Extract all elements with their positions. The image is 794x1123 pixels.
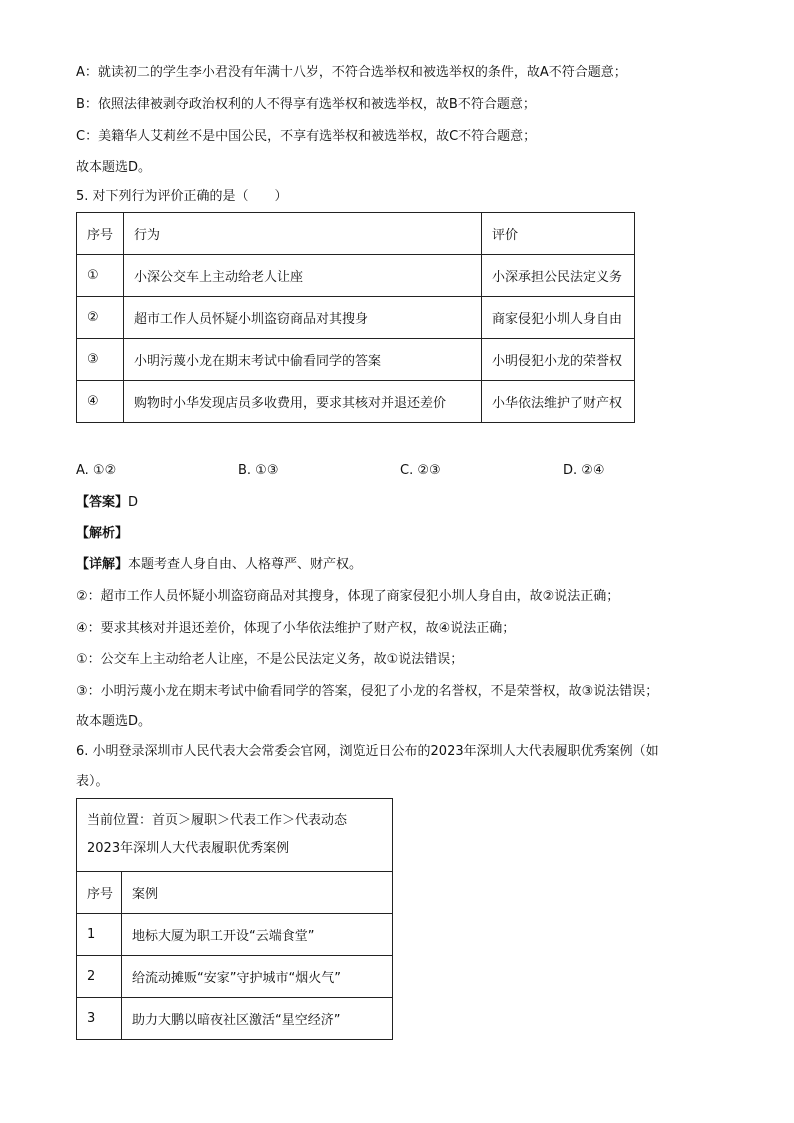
- table-title: 2023年深圳人大代表履职优秀案例: [87, 841, 290, 856]
- table-header-row: [77, 872, 393, 914]
- table-cell: ②: [77, 297, 124, 339]
- explanation-line: ③：小明污蔑小龙在期末考试中偷看同学的答案，侵犯了小龙的名誉权，不是荣誉权，故③说法错误；: [76, 684, 659, 699]
- table-header-row: [77, 213, 635, 255]
- table-caption-row: [77, 799, 393, 872]
- table-cell: 购物时小华发现店员多收费用，要求其核对并退还差价: [124, 381, 482, 423]
- answer-value: D: [128, 495, 139, 510]
- detail-line: [76, 556, 362, 574]
- option-a-explanation: A：就读初二的学生李小君没有年满十八岁，不符合选举权和被选举权的条件，故A不符合题意；: [76, 65, 627, 80]
- table-cell: 助力大鹏以暗夜社区激活“星空经济”: [122, 998, 393, 1040]
- table-row: [77, 339, 635, 381]
- option-c: C. ②③: [400, 463, 441, 478]
- table-cell: 小深公交车上主动给老人让座: [124, 255, 482, 297]
- explanation-line: ①：公交车上主动给老人让座，不是公民法定义务，故①说法错误；: [76, 652, 464, 667]
- analysis-label-text: 【解析】: [76, 526, 129, 541]
- table-cell: 给流动摊贩“安家”守护城市“烟火气”: [122, 956, 393, 998]
- header-cell: 评价: [482, 213, 635, 255]
- table-row: [77, 297, 635, 339]
- table-cell: 小明侵犯小龙的荣誉权: [482, 339, 635, 381]
- explanation-line: ②：超市工作人员怀疑小圳盗窃商品对其搜身，体现了商家侵犯小圳人身自由，故②说法正确；: [76, 589, 620, 604]
- table-cell: 小华依法维护了财产权: [482, 381, 635, 423]
- option-d: D. ②④: [563, 463, 605, 478]
- breadcrumb: 当前位置：首页＞履职＞代表工作＞代表动态: [87, 813, 348, 828]
- table-cell: ④: [77, 381, 124, 423]
- header-cell: 序号: [77, 213, 124, 255]
- table-cell: 地标大厦为职工开设“云端食堂”: [122, 914, 393, 956]
- header-cell: 案例: [122, 872, 393, 914]
- table-cell: 小明污蔑小龙在期末考试中偷看同学的答案: [124, 339, 482, 381]
- table-cell: 商家侵犯小圳人身自由: [482, 297, 635, 339]
- option-a: A. ①②: [76, 463, 117, 478]
- analysis-label: [76, 525, 128, 543]
- table-row: [77, 914, 393, 956]
- answer-line: [76, 494, 138, 512]
- table-cell: 小深承担公民法定义务: [482, 255, 635, 297]
- question-6-stem-cont: 表）。: [76, 774, 109, 789]
- answer-label: 【答案】: [76, 495, 129, 510]
- option-b: B. ①③: [238, 463, 279, 478]
- detail-label: 【详解】: [76, 557, 129, 572]
- question-6-table: [76, 798, 393, 1040]
- conclusion-line: 故本题选D。: [76, 714, 152, 729]
- table-cell: 1: [77, 914, 122, 956]
- header-cell: 序号: [77, 872, 122, 914]
- table-row: [77, 255, 635, 297]
- table-row: [77, 998, 393, 1040]
- question-5-stem: 5. 对下列行为评价正确的是（ ）: [76, 189, 288, 204]
- table-row: [77, 381, 635, 423]
- detail-text: 本题考查人身自由、人格尊严、财产权。: [128, 557, 363, 572]
- conclusion-line: 故本题选D。: [76, 160, 152, 175]
- header-cell: 行为: [124, 213, 482, 255]
- option-b-explanation: B：依照法律被剥夺政治权利的人不得享有选举权和被选举权，故B不符合题意；: [76, 97, 536, 112]
- table-row: [77, 956, 393, 998]
- table-caption: [77, 799, 393, 872]
- option-c-explanation: C：美籍华人艾莉丝不是中国公民，不享有选举权和被选举权，故C不符合题意；: [76, 129, 537, 144]
- explanation-line: ④：要求其核对并退还差价，体现了小华依法维护了财产权，故④说法正确；: [76, 621, 516, 636]
- question-6-stem: 6. 小明登录深圳市人民代表大会常委会官网，浏览近日公布的2023年深圳人大代表履职优秀案例（如: [76, 744, 659, 759]
- table-cell: 超市工作人员怀疑小圳盗窃商品对其搜身: [124, 297, 482, 339]
- table-cell: 3: [77, 998, 122, 1040]
- question-5-table: [76, 212, 635, 423]
- table-cell: ①: [77, 255, 124, 297]
- table-cell: 2: [77, 956, 122, 998]
- table-cell: ③: [77, 339, 124, 381]
